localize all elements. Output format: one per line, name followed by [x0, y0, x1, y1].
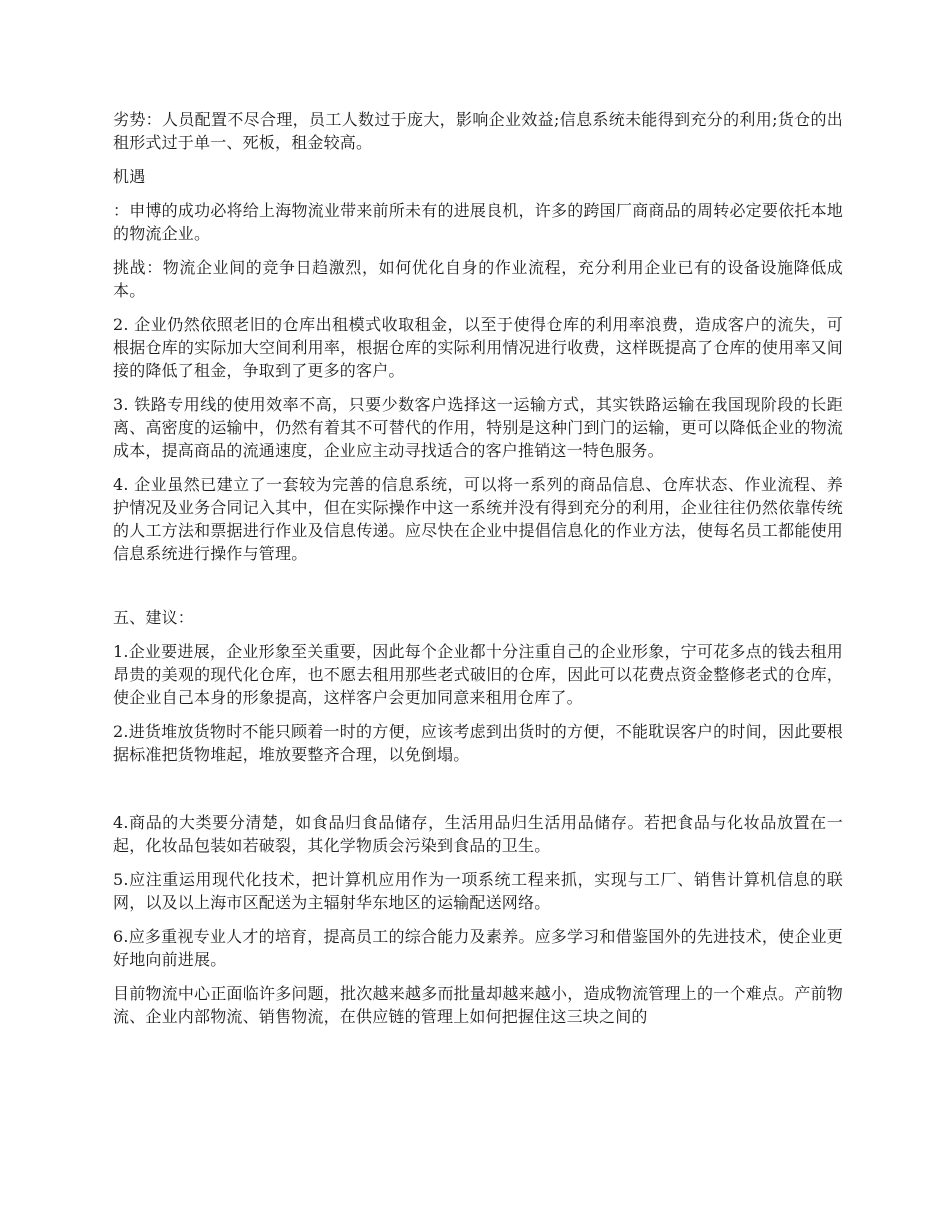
document-page [113, 108, 843, 1039]
suggestion-item-6: 6.应多重视专业人才的培育，提高员工的综合能力及素养。应多学习和借鉴国外的先进技术，使企业更好地向前进展。 [113, 927, 843, 969]
paragraph-opportunity: ：申博的成功必将给上海物流业带来前所未有的进展良机，许多的跨国厂商商品的周转必定要依托本地的物流企业。 [113, 201, 843, 243]
section-heading-suggestions: 五、建议： [113, 608, 195, 627]
paragraph-weakness: 劣势：人员配置不尽合理，员工人数过于庞大，影响企业效益;信息系统未能得到充分的利用;货仓的出租形式过于单一、死板，租金较高。 [113, 110, 843, 152]
paragraph-item-4: 4. 企业虽然已建立了一套较为完善的信息系统，可以将一系列的商品信息、仓库状态、作业流程、养护情况及业务合同记入其中，但在实际操作中这一系统并没有得到充分的利用，企业往往仍然依靠传统的人工方法和票据进行作业及信息传递。应尽快在企业中提倡信息化的作业方法，使每名员工都能使用信息系统进行操作与管理。 [113, 475, 843, 563]
suggestion-item-2: 2.进货堆放货物时不能只顾着一时的方便，应该考虑到出货时的方便，不能耽误客户的时间，因此要根据标准把货物堆起，堆放要整齐合理，以免倒塌。 [113, 722, 843, 764]
spacer [113, 576, 843, 606]
suggestion-item-4: 4.商品的大类要分清楚，如食品归食品储存，生活用品归生活用品储存。若把食品与化妆品放置在一起，化妆品包装如若破裂，其化学物质会污染到食品的卫生。 [113, 813, 843, 855]
suggestion-item-5: 5.应注重运用现代化技术，把计算机应用作为一项系统工程来抓，实现与工厂、销售计算机信息的联网，以及以上海市区配送为主辐射华东地区的运输配送网络。 [113, 870, 843, 912]
paragraph-challenge: 挑战：物流企业间的竞争日趋激烈，如何优化自身的作业流程，充分利用企业已有的设备设施降低成本。 [113, 258, 843, 300]
spacer [113, 777, 843, 811]
heading-opportunity: 机遇 [113, 167, 146, 186]
suggestion-item-1: 1.企业要进展，企业形象至关重要，因此每个企业都十分注重自己的企业形象，宁可花多点的钱去租用昂贵的美观的现代化仓库，也不愿去租用那些老式破旧的仓库，因此可以花费点资金整修老式的仓库，使企业自己本身的形象提高，这样客户会更加同意来租用仓库了。 [113, 642, 843, 707]
paragraph-item-2: 2. 企业仍然依照老旧的仓库出租模式收取租金，以至于使得仓库的利用率浪费，造成客户的流失，可根据仓库的实际加大空间利用率，根据仓库的实际利用情况进行收费，这样既提高了仓库的使用率又间接的降低了租金，争取到了更多的客户。 [113, 315, 843, 380]
paragraph-current-issues: 目前物流中心正面临许多问题，批次越来越多而批量却越来越小，造成物流管理上的一个难点。产前物流、企业内部物流、销售物流，在供应链的管理上如何把握住这三块之间的 [113, 984, 843, 1026]
paragraph-item-3: 3. 铁路专用线的使用效率不高，只要少数客户选择这一运输方式，其实铁路运输在我国现阶段的长距离、高密度的运输中，仍然有着其不可替代的作用，特别是这种门到门的运输，更可以降低企业的物流成本，提高商品的流通速度，企业应主动寻找适合的客户推销这一特色服务。 [113, 395, 843, 460]
